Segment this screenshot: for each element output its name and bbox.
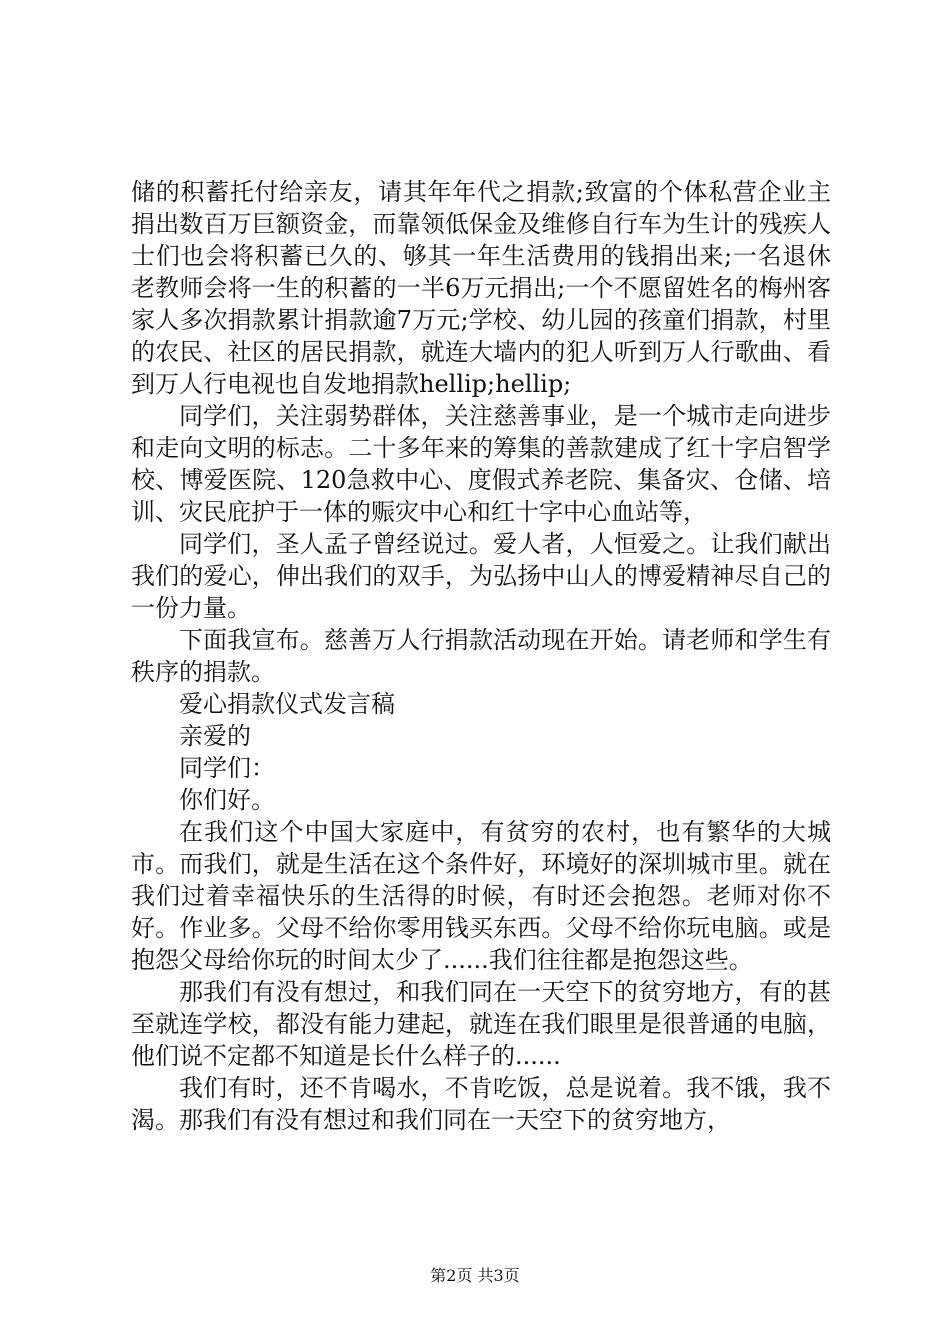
paragraph-10: 那我们有没有想过，和我们同在一天空下的贫穷地方，有的甚至就连学校，都没有能力建起，就连在我们眼里是很普通的电脑，他们说不定都不知道是长什么样子的...... [131, 978, 831, 1070]
paragraph-11: 我们有时，还不肯喝水，不肯吃饭，总是说着。我不饿，我不渴。那我们有没有想过和我们同在一天空下的贫穷地方， [131, 1074, 831, 1134]
salutation-line-2: 同学们： [179, 754, 275, 782]
page-footer: 第2页 共3页 [430, 1266, 520, 1285]
paragraph-2: 同学们，关注弱势群体，关注慈善事业，是一个城市走向进步和走向文明的标志。二十多年来的筹集的善款建成了红十字启智学校、博爱医院、120急救中心、度假式养老院、集备灾、仓储、培训、灾民庇护于一体的赈灾中心和红十字中心血站等， [131, 402, 831, 526]
document-body [131, 176, 831, 1136]
paragraph-1: 储的积蓄托付给亲友，请其年年代之捐款;致富的个体私营企业主捐出数百万巨额资金，而靠领低保金及维修自行车为生计的残疾人士们也会将积蓄已久的、够其一年生活费用的钱捐出来;一名退休老教师会将一生的积蓄的一半6万元捐出;一个不愿留姓名的梅州客家人多次捐款累计捐款逾7万元;学校、幼儿园的孩童们捐款，村里的农民、社区的居民捐款，就连大墙内的犯人听到万人行歌曲、看到万人行电视也自发地捐款hellip;hellip; [131, 178, 831, 398]
greeting: 你们好。 [179, 786, 275, 814]
salutation-line-1: 亲爱的 [179, 722, 251, 750]
paragraph-4: 下面我宣布。慈善万人行捐款活动现在开始。请老师和学生有秩序的捐款。 [131, 626, 831, 686]
paragraph-3: 同学们，圣人孟子曾经说过。爱人者，人恒爱之。让我们献出我们的爱心，伸出我们的双手，为弘扬中山人的博爱精神尽自己的一份力量。 [131, 530, 831, 622]
section-title: 爱心捐款仪式发言稿 [179, 690, 395, 718]
paragraph-9: 在我们这个中国大家庭中，有贫穷的农村，也有繁华的大城市。而我们，就是生活在这个条件好，环境好的深圳城市里。就在我们过着幸福快乐的生活得的时候，有时还会抱怨。老师对你不好。作业多。父母不给你零用钱买东西。父母不给你玩电脑。或是抱怨父母给你玩的时间太少了......我们往往都是抱怨这些。 [131, 818, 831, 974]
